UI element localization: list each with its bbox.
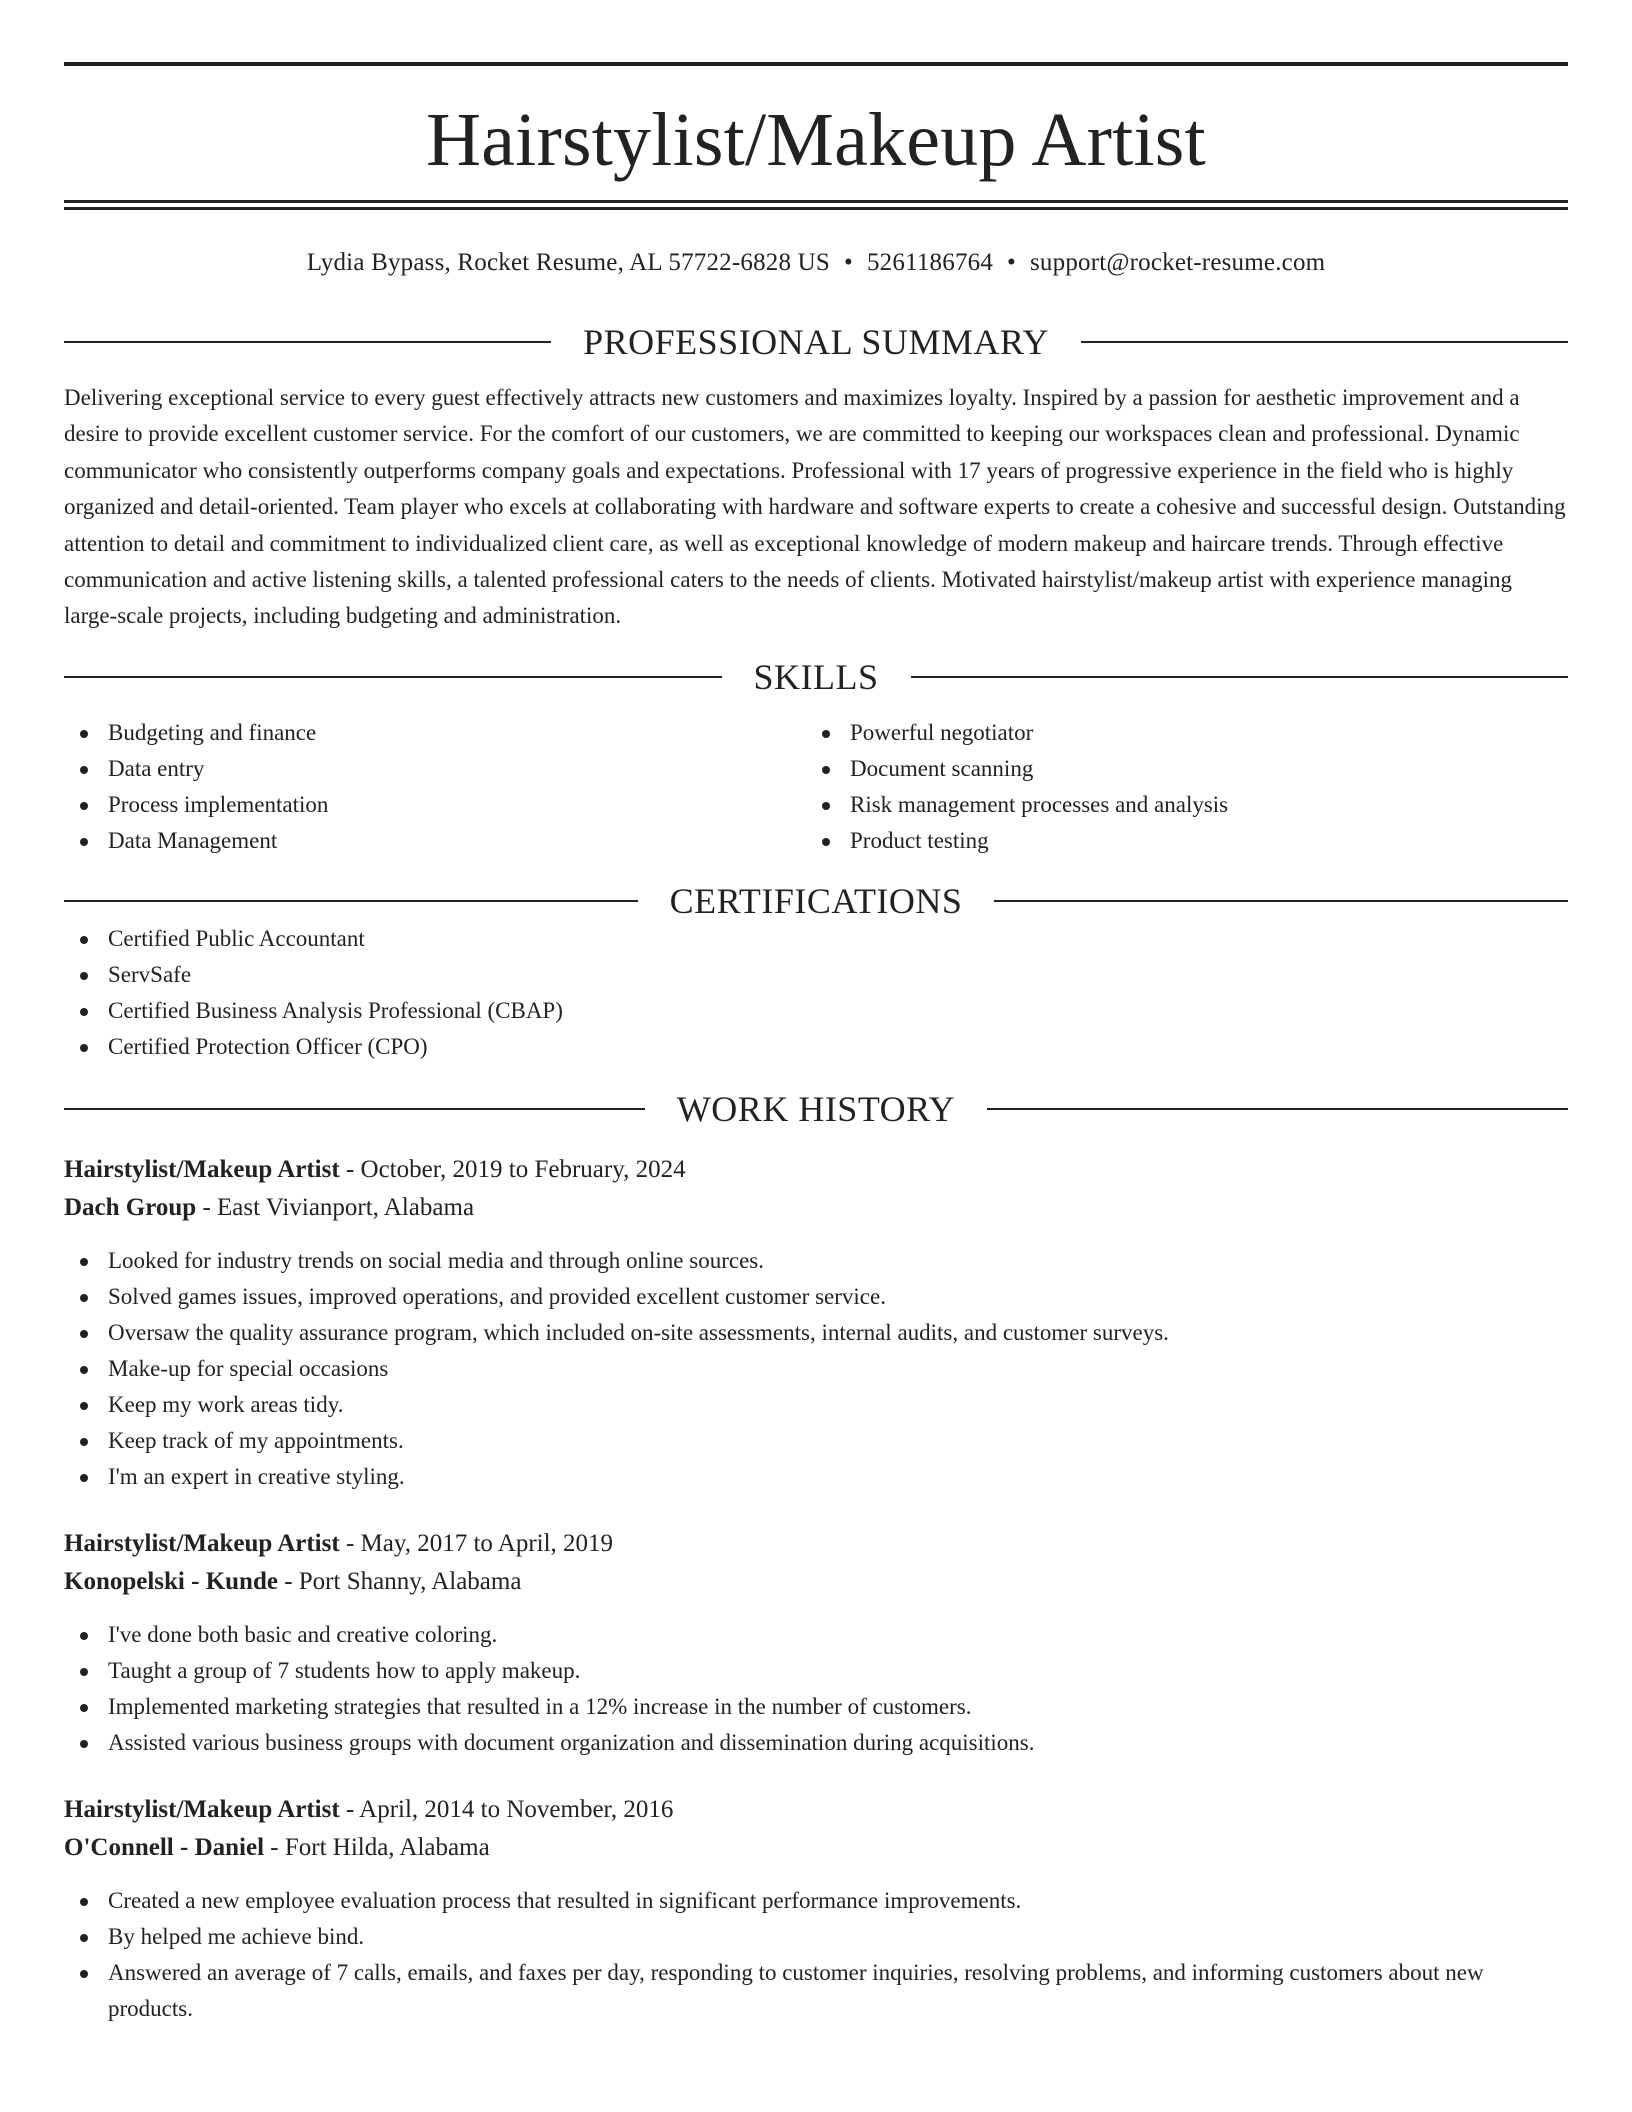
skill-item: Process implementation xyxy=(64,787,806,823)
job-bullet: I've done both basic and creative coloring. xyxy=(64,1617,1568,1653)
certification-item: Certified Public Accountant xyxy=(64,921,1568,957)
job-bullet: Looked for industry trends on social media and through online sources. xyxy=(64,1243,1568,1279)
certification-item: Certified Protection Officer (CPO) xyxy=(64,1029,1568,1065)
heading-rule-right xyxy=(1081,341,1568,343)
job-bullet: Answered an average of 7 calls, emails, and faxes per day, responding to customer inquiries, resolving problems, and informing customers about new products. xyxy=(64,1955,1568,2027)
skill-item: Powerful negotiator xyxy=(806,715,1548,751)
job-entry xyxy=(64,1151,1568,1495)
job-entry xyxy=(64,1525,1568,1761)
job-bullets xyxy=(64,1243,1568,1495)
job-title-line xyxy=(64,1791,1568,1829)
skill-item: Data entry xyxy=(64,751,806,787)
job-bullet: By helped me achieve bind. xyxy=(64,1919,1568,1955)
heading-rule-left xyxy=(64,1108,645,1110)
job-bullet: Assisted various business groups with document organization and dissemination during acquisitions. xyxy=(64,1725,1568,1761)
job-bullet: Keep my work areas tidy. xyxy=(64,1387,1568,1423)
skills-grid xyxy=(64,715,1568,859)
heading-rule-left xyxy=(64,341,551,343)
job-location: - Port Shanny, Alabama xyxy=(277,1567,522,1595)
certifications-heading: CERTIFICATIONS xyxy=(669,880,963,921)
job-title: Hairstylist/Makeup Artist xyxy=(64,1795,340,1823)
contact-separator: • xyxy=(1007,249,1016,276)
job-title: Hairstylist/Makeup Artist xyxy=(64,1155,340,1183)
contact-phone: 5261186764 xyxy=(866,249,994,276)
skills-heading-row xyxy=(64,657,1568,697)
skill-item: Data Management xyxy=(64,823,806,859)
skills-list-left xyxy=(64,715,806,859)
skills-heading: SKILLS xyxy=(753,656,879,697)
summary-text: Delivering exceptional service to every guest effectively attracts new customers and maximizes loyalty. Inspired by a passion for aesthetic improvement and a desire to provide excellent customer service. For the comfort of our customers, we are committed to keeping our workspaces clean and professional. Dynamic communicator who consistently outperforms company goals and expectations. Professional with 17 years of progressive experience in the field who is highly organized and detail-oriented. Team player who excels at collaborating with hardware and software experts to create a cohesive and successful design. Outstanding attention to detail and commitment to individualized client care, as well as exceptional knowledge of modern makeup and haircare trends. Through effective communication and active listening skills, a talented professional caters to the needs of clients. Motivated hairstylist/makeup artist with experience managing large-scale projects, including budgeting and administration. xyxy=(64,385,1566,629)
job-bullet: Solved games issues, improved operations, and provided excellent customer service. xyxy=(64,1279,1568,1315)
skills-list-right xyxy=(806,715,1548,859)
certification-item: ServSafe xyxy=(64,957,1568,993)
job-location: - East Vivianport, Alabama xyxy=(196,1193,475,1221)
job-bullet: Created a new employee evaluation process that resulted in significant performance improvements. xyxy=(64,1883,1568,1919)
job-title-line xyxy=(64,1151,1568,1189)
job-bullet: Make-up for special occasions xyxy=(64,1351,1568,1387)
skill-item: Document scanning xyxy=(806,751,1548,787)
contact-line xyxy=(64,248,1568,278)
job-dates: - May, 2017 to April, 2019 xyxy=(339,1529,614,1557)
job-dates: - October, 2019 to February, 2024 xyxy=(339,1155,686,1183)
job-company-line xyxy=(64,1829,1568,1867)
heading-rule-right xyxy=(987,1108,1568,1110)
job-title: Hairstylist/Makeup Artist xyxy=(64,1529,340,1557)
work-heading: WORK HISTORY xyxy=(676,1088,956,1129)
job-bullet: Keep track of my appointments. xyxy=(64,1423,1568,1459)
skill-item: Risk management processes and analysis xyxy=(806,787,1548,823)
job-title-line xyxy=(64,1525,1568,1563)
certification-item: Certified Business Analysis Professional (CBAP) xyxy=(64,993,1568,1029)
skill-item: Product testing xyxy=(806,823,1548,859)
job-bullet: I'm an expert in creative styling. xyxy=(64,1459,1568,1495)
contact-address: Lydia Bypass, Rocket Resume, AL 57722-6828 US xyxy=(306,249,831,276)
skill-item: Budgeting and finance xyxy=(64,715,806,751)
work-heading-row xyxy=(64,1089,1568,1129)
summary-heading: PROFESSIONAL SUMMARY xyxy=(583,322,1049,362)
job-company-line xyxy=(64,1563,1568,1601)
summary-heading-row xyxy=(64,322,1568,362)
heading-rule-left xyxy=(64,676,722,678)
heading-rule-right xyxy=(994,900,1568,902)
job-location: - Fort Hilda, Alabama xyxy=(264,1833,490,1861)
header-double-rule xyxy=(64,200,1568,210)
job-bullet: Implemented marketing strategies that resulted in a 12% increase in the number of customers. xyxy=(64,1689,1568,1725)
heading-rule-left xyxy=(64,900,638,902)
certifications-heading-row xyxy=(64,881,1568,921)
job-dates: - April, 2014 to November, 2016 xyxy=(339,1795,674,1823)
job-bullets xyxy=(64,1617,1568,1761)
job-company-line xyxy=(64,1189,1568,1227)
certifications-list xyxy=(64,921,1568,1065)
job-company: O'Connell - Daniel xyxy=(64,1833,265,1861)
header-top-rule xyxy=(64,62,1568,66)
heading-rule-right xyxy=(911,676,1569,678)
job-entry xyxy=(64,1791,1568,2027)
job-bullets xyxy=(64,1883,1568,2027)
resume-title: Hairstylist/Makeup Artist xyxy=(426,98,1206,182)
job-bullet: Taught a group of 7 students how to apply makeup. xyxy=(64,1653,1568,1689)
contact-separator: • xyxy=(844,249,853,276)
contact-email: support@rocket-resume.com xyxy=(1030,249,1326,276)
job-company: Konopelski - Kunde xyxy=(64,1567,278,1595)
job-company: Dach Group xyxy=(64,1193,197,1221)
job-bullet: Oversaw the quality assurance program, which included on-site assessments, internal audits, and customer surveys. xyxy=(64,1315,1568,1351)
